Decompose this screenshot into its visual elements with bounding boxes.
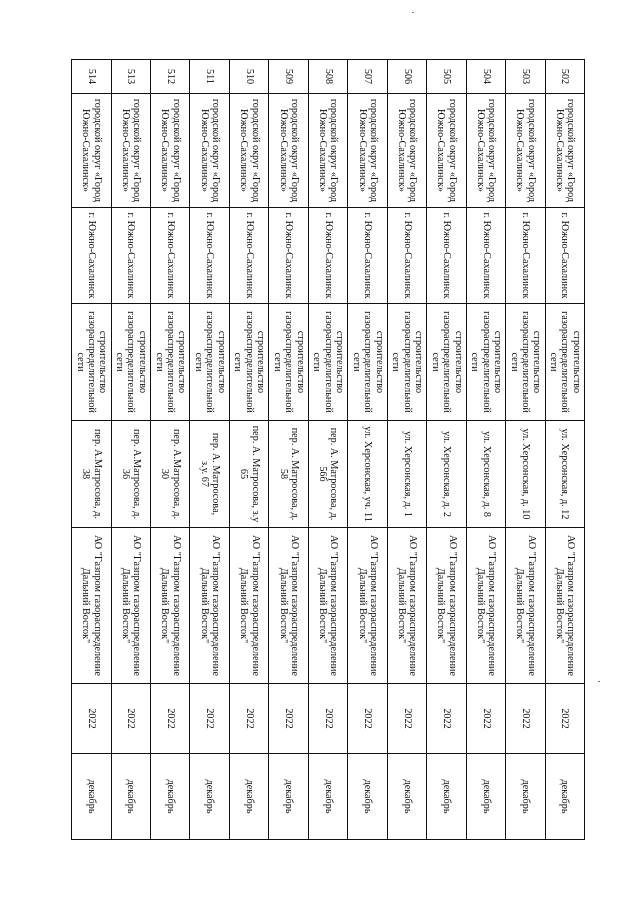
cell-year: 2022 (269, 684, 308, 754)
table-row (427, 60, 466, 840)
cell-city: г. Южно-Сахалинск (545, 208, 584, 304)
table-row (387, 60, 426, 840)
rotated-page (71, 59, 585, 839)
table-row (72, 60, 112, 840)
cell-object: строительство газораспределительной сети (308, 304, 347, 421)
cell-district: городской округ «Город Южно-Сахалинск» (269, 94, 308, 208)
cell-month: декабрь (506, 754, 545, 840)
cell-city: г. Южно-Сахалинск (506, 208, 545, 304)
cell-city: г. Южно-Сахалинск (72, 208, 112, 304)
cell-object: строительство газораспределительной сети (269, 304, 308, 421)
cell-district: городской округ «Город Южно-Сахалинск» (72, 94, 112, 208)
table-row (111, 60, 150, 840)
cell-year: 2022 (348, 684, 387, 754)
cell-company: АО "Газпром газораспределение Дальний Восток" (308, 528, 347, 684)
cell-address: ул. Херсонская, уч. 11 (348, 421, 387, 528)
cell-district: городской округ «Город Южно-Сахалинск» (506, 94, 545, 208)
cell-district: городской округ «Город Южно-Сахалинск» (190, 94, 229, 208)
cell-num: 508 (308, 60, 347, 94)
cell-num: 512 (151, 60, 190, 94)
cell-object: строительство газораспределительной сети (506, 304, 545, 421)
cell-month: декабрь (387, 754, 426, 840)
cell-company: АО "Газпром газораспределение Дальний Восток" (466, 528, 505, 684)
cell-company: АО "Газпром газораспределение Дальний Восток" (427, 528, 466, 684)
cell-address: пер. А. Матросова, з.у. 67 (190, 421, 229, 528)
cell-num: 502 (545, 60, 584, 94)
cell-year: 2022 (427, 684, 466, 754)
cell-num: 514 (72, 60, 112, 94)
cell-address: ул. Херсонская, д. 10 (506, 421, 545, 528)
cell-city: г. Южно-Сахалинск (229, 208, 268, 304)
cell-city: г. Южно-Сахалинск (466, 208, 505, 304)
scan-speck (598, 681, 600, 682)
cell-city: г. Южно-Сахалинск (111, 208, 150, 304)
cell-city: г. Южно-Сахалинск (308, 208, 347, 304)
cell-num: 510 (229, 60, 268, 94)
cell-district: городской округ «Город Южно-Сахалинск» (427, 94, 466, 208)
cell-address: ул. Херсонская, д. 1 (387, 421, 426, 528)
cell-year: 2022 (229, 684, 268, 754)
cell-district: городской округ «Город Южно-Сахалинск» (387, 94, 426, 208)
cell-district: городской округ «Город Южно-Сахалинск» (466, 94, 505, 208)
cell-month: декабрь (151, 754, 190, 840)
cell-company: АО "Газпром газораспределение Дальний Восток" (348, 528, 387, 684)
cell-object: строительство газораспределительной сети (427, 304, 466, 421)
cell-object: строительство газораспределительной сети (545, 304, 584, 421)
table-row (190, 60, 229, 840)
cell-object: строительство газораспределительной сети (151, 304, 190, 421)
cell-num: 511 (190, 60, 229, 94)
cell-object: строительство газораспределительной сети (190, 304, 229, 421)
cell-month: декабрь (427, 754, 466, 840)
cell-district: городской округ «Город Южно-Сахалинск» (111, 94, 150, 208)
cell-city: г. Южно-Сахалинск (269, 208, 308, 304)
table-row (506, 60, 545, 840)
cell-month: декабрь (72, 754, 112, 840)
cell-year: 2022 (308, 684, 347, 754)
cell-num: 507 (348, 60, 387, 94)
cell-address: пер. А. Матросова, д. 58 (269, 421, 308, 528)
gasification-table (71, 59, 585, 840)
cell-company: АО "Газпром газораспределение Дальний Восток" (229, 528, 268, 684)
cell-address: пер. А.Матросова, д. 38 (72, 421, 112, 528)
cell-company: АО "Газпром газораспределение Дальний Восток" (190, 528, 229, 684)
cell-year: 2022 (545, 684, 584, 754)
cell-company: АО "Газпром газораспределение Дальний Восток" (506, 528, 545, 684)
cell-month: декабрь (111, 754, 150, 840)
cell-address: ул. Херсонская, д. 12 (545, 421, 584, 528)
cell-year: 2022 (387, 684, 426, 754)
cell-address: пер. А. Матросова, з.у 65 (229, 421, 268, 528)
cell-month: декабрь (229, 754, 268, 840)
cell-company: АО "Газпром газораспределение Дальний Восток" (545, 528, 584, 684)
cell-month: декабрь (545, 754, 584, 840)
cell-object: строительство газораспределительной сети (72, 304, 112, 421)
cell-company: АО "Газпром газораспределение Дальний Восток" (387, 528, 426, 684)
table-row (545, 60, 584, 840)
cell-month: декабрь (190, 754, 229, 840)
cell-company: АО "Газпром газораспределение Дальний Восток" (151, 528, 190, 684)
cell-city: г. Южно-Сахалинск (151, 208, 190, 304)
cell-month: декабрь (308, 754, 347, 840)
cell-num: 509 (269, 60, 308, 94)
cell-num: 513 (111, 60, 150, 94)
cell-object: строительство газораспределительной сети (229, 304, 268, 421)
cell-month: декабрь (348, 754, 387, 840)
cell-address: ул. Херсонская, д. 8 (466, 421, 505, 528)
cell-district: городской округ «Город Южно-Сахалинск» (229, 94, 268, 208)
cell-year: 2022 (466, 684, 505, 754)
scan-speck (412, 12, 414, 13)
cell-month: декабрь (269, 754, 308, 840)
cell-city: г. Южно-Сахалинск (348, 208, 387, 304)
cell-company: АО "Газпром газораспределение Дальний Восток" (269, 528, 308, 684)
cell-year: 2022 (190, 684, 229, 754)
cell-year: 2022 (72, 684, 112, 754)
table-row (308, 60, 347, 840)
cell-address: пер. А.Матросова, д. 30 (151, 421, 190, 528)
cell-city: г. Южно-Сахалинск (427, 208, 466, 304)
cell-district: городской округ «Город Южно-Сахалинск» (545, 94, 584, 208)
cell-city: г. Южно-Сахалинск (387, 208, 426, 304)
table-row (348, 60, 387, 840)
cell-num: 505 (427, 60, 466, 94)
cell-num: 506 (387, 60, 426, 94)
table-row (151, 60, 190, 840)
cell-object: строительство газораспределительной сети (387, 304, 426, 421)
cell-num: 504 (466, 60, 505, 94)
cell-district: городской округ «Город Южно-Сахалинск» (151, 94, 190, 208)
cell-object: строительство газораспределительной сети (466, 304, 505, 421)
cell-company: АО "Газпром газораспределение Дальний Восток" (72, 528, 112, 684)
cell-address: пер. А.Матросова, д. 36 (111, 421, 150, 528)
cell-address: пер. А. Матросова, д. 56б (308, 421, 347, 528)
cell-year: 2022 (151, 684, 190, 754)
cell-year: 2022 (111, 684, 150, 754)
cell-city: г. Южно-Сахалинск (190, 208, 229, 304)
cell-object: строительство газораспределительной сети (348, 304, 387, 421)
cell-month: декабрь (466, 754, 505, 840)
table-body (72, 60, 585, 840)
cell-object: строительство газораспределительной сети (111, 304, 150, 421)
cell-year: 2022 (506, 684, 545, 754)
table-row (269, 60, 308, 840)
cell-company: АО "Газпром газораспределение Дальний Восток" (111, 528, 150, 684)
cell-district: городской округ «Город Южно-Сахалинск» (308, 94, 347, 208)
cell-address: ул. Херсонская, д. 2 (427, 421, 466, 528)
table-row (229, 60, 268, 840)
table-row (466, 60, 505, 840)
cell-district: городской округ «Город Южно-Сахалинск» (348, 94, 387, 208)
cell-num: 503 (506, 60, 545, 94)
